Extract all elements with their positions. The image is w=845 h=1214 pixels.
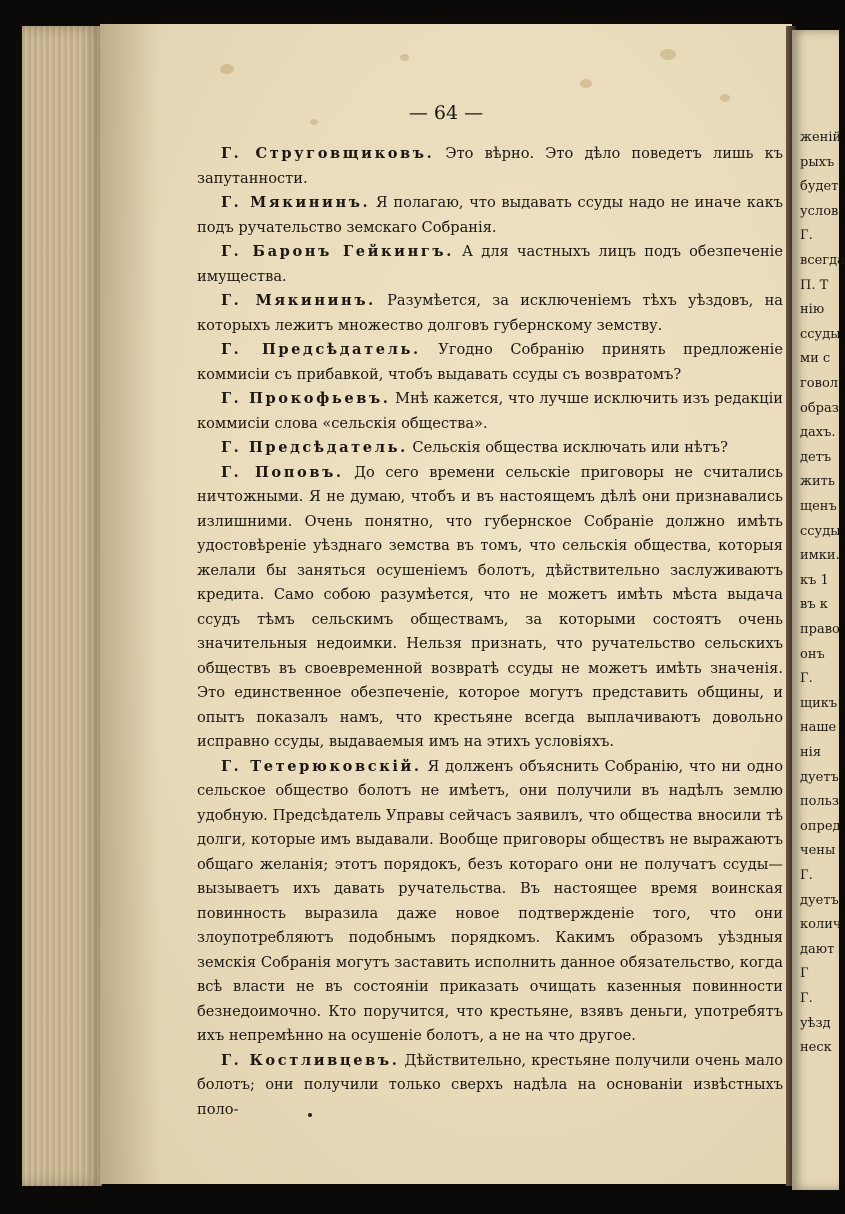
adjacent-page-text: дают [800, 941, 835, 957]
adjacent-page-text: дуетъ [800, 892, 839, 908]
adjacent-page-text: говол [800, 376, 839, 391]
speaker-name: Г. Струговщиковъ. [221, 145, 435, 162]
foxing-spot [400, 54, 409, 61]
adjacent-page-text: въ к [800, 597, 828, 613]
paragraph-text: Угодно Собранію принять предложеніе коммисіи съ прибавкой, чтобъ выдавать ссуды съ возвратомъ? [197, 341, 783, 383]
page-number: — 64 — [408, 102, 484, 124]
paragraph-text: Сельскія общества исключать или нѣтъ? [407, 439, 728, 456]
adjacent-page-text: онъ [800, 646, 825, 662]
adjacent-page-text: будет [800, 179, 839, 195]
adjacent-page-text: щенъ [800, 499, 837, 514]
paragraph [197, 289, 783, 338]
adjacent-page-text: Г. [800, 228, 813, 244]
adjacent-page-text: дуетъ [800, 769, 839, 785]
adjacent-page-text: Г. [800, 868, 813, 883]
paragraph [197, 1049, 783, 1123]
adjacent-page-text: ссуды [800, 523, 841, 539]
adjacent-page-text: рыхъ [800, 154, 835, 170]
adjacent-page-text: образ [800, 400, 839, 416]
adjacent-page-text: жить [800, 474, 835, 490]
paragraph [197, 436, 783, 461]
speaker-name: Г. Тетерюковскій. [221, 757, 422, 775]
paragraph-text: Разумѣется, за исключеніемъ тѣхъ уѣздовъ, на которыхъ лежитъ множество долговъ губернскому земству. [197, 292, 784, 334]
page-gutter-shadow [100, 24, 160, 1184]
speaker-name: Г. Костливцевъ. [221, 1051, 400, 1069]
adjacent-page-fragment [792, 30, 845, 1190]
adjacent-page-text: къ 1 [800, 572, 829, 588]
adjacent-page-text: право [800, 622, 840, 637]
paragraph-text: До сего времени сельскіе приговоры не считались ничтожными. Я не думаю, чтобъ и въ настоящемъ дѣлѣ они признавались излишними. Очень понятно, что губернское Собраніе должно имѣть удостовѣреніе уѣзднаго земства въ томъ, что сельскія общества, которыя желали бы заняться осушеніемъ болотъ, дѣйствительно заслуживаютъ кредита. Само собою разумѣется, что не можетъ имѣть мѣста выдача ссудъ тѣмъ сельскимъ обществамъ, за которыми состоятъ очень значительныя недоимки. Нельзя признать, что ручательство сельскихъ обществъ въ своевременной возвратѣ ссуды не можетъ имѣть значенія. Это единственное обезпеченіе, которое могутъ представить общины, и опытъ показалъ намъ, что крестьяне всегда выплачиваютъ довольно исправно ссуды, выдаваемыя имъ на этихъ условіяхъ. [197, 463, 783, 750]
foxing-spot [580, 79, 592, 88]
paragraph [197, 755, 783, 1049]
paragraph [197, 338, 783, 387]
adjacent-page-text: Г [800, 966, 809, 982]
adjacent-page-text: Г. [800, 671, 813, 687]
speaker-name: Г. Мякининъ. [221, 292, 376, 309]
adjacent-page-text: дахъ. [800, 425, 836, 441]
adjacent-page-text: всегда [800, 253, 845, 268]
speaker-name: Г. Мякининъ. [221, 194, 371, 211]
ink-dot [308, 1113, 312, 1117]
paragraph [197, 387, 783, 436]
paragraph [197, 191, 783, 240]
paragraph [197, 142, 783, 191]
paragraph-text: Дѣйствительно, крестьяне получили очень мало болотъ; они получили только сверхъ надѣла на основаніи извѣстныхъ поло- [197, 1051, 783, 1118]
adjacent-page-text: нію [800, 302, 825, 318]
speaker-name: Г. Прокофьевъ. [221, 390, 391, 407]
paragraph-text: Я долженъ объяснить Собранію, что ни одно сельское общество болотъ не имѣетъ, они получили въ надѣлъ землю удобную. Предсѣдатель Управы сейчасъ заявилъ, что общества вносили тѣ долги, которые имъ выдавали. Вообще приговоры обществъ не выражаютъ общаго желанія; этотъ порядокъ, безъ котораго они не получатъ ссуды—вызываетъ ихъ давать ручательства. Въ настоящее время воинская повинность выразила даже новое подтвержденіе того, что они злоупотребляютъ подобнымъ порядкомъ. Какимъ образомъ уѣздныя земскія Собранія могутъ заставить исполнить данное обязательство, когда всѣ власти не въ состояніи приказать очищать казенныя повинности безнедоимочно. Кто поручится, что крестьяне, взявъ деньги, употребятъ ихъ непремѣнно на осушеніе болотъ, а не на что другое. [197, 757, 783, 1044]
speaker-name: Г. Баронъ Гейкингъ. [221, 243, 454, 260]
adjacent-page-text: колич [800, 917, 842, 933]
adjacent-page-text: опред [800, 818, 841, 834]
adjacent-page-text: ми с [800, 351, 831, 367]
book-edge [22, 26, 102, 1186]
paragraph-text: Я полагаю, что выдавать ссуды надо не иначе какъ подъ ручательство земскаго Собранія. [197, 194, 784, 236]
adjacent-page-text: неск [800, 1040, 832, 1056]
adjacent-page-text: ссуды [800, 326, 841, 342]
paragraph-text: Это вѣрно. Это дѣло поведетъ лишь къ запутанности. [197, 145, 783, 187]
adjacent-page-text: услов [800, 203, 839, 219]
foxing-spot [660, 49, 676, 60]
foxing-spot [720, 94, 730, 102]
adjacent-page-text: чены [800, 843, 836, 859]
adjacent-page-text: польз [800, 794, 839, 810]
paragraph-text: А для частныхъ лицъ подъ обезпеченіе имущества. [197, 243, 783, 285]
adjacent-page-text: щикъ [800, 695, 838, 711]
book-page [100, 24, 792, 1184]
page-text [197, 142, 783, 1122]
adjacent-page-text: уѣзд [800, 1015, 831, 1031]
speaker-name: Г. Предсѣдатель. [221, 439, 408, 456]
adjacent-page-text: Г. [800, 991, 813, 1006]
paragraph-text: Мнѣ кажется, что лучше исключить изъ редакціи коммисіи слова «сельскія общества». [197, 390, 783, 432]
foxing-spot [220, 64, 234, 74]
paragraph [197, 240, 783, 289]
adjacent-page-text: нія [800, 745, 822, 760]
adjacent-page-text: П. Т [800, 277, 829, 293]
adjacent-page-text: имки. [800, 548, 840, 564]
adjacent-page-text: детъ [800, 449, 832, 465]
paragraph [197, 461, 783, 755]
adjacent-page-text: женій [800, 130, 842, 145]
speaker-name: Г. Поповъ. [221, 463, 344, 481]
speaker-name: Г. Предсѣдатель. [221, 341, 421, 358]
adjacent-page-text: наше [800, 720, 837, 736]
